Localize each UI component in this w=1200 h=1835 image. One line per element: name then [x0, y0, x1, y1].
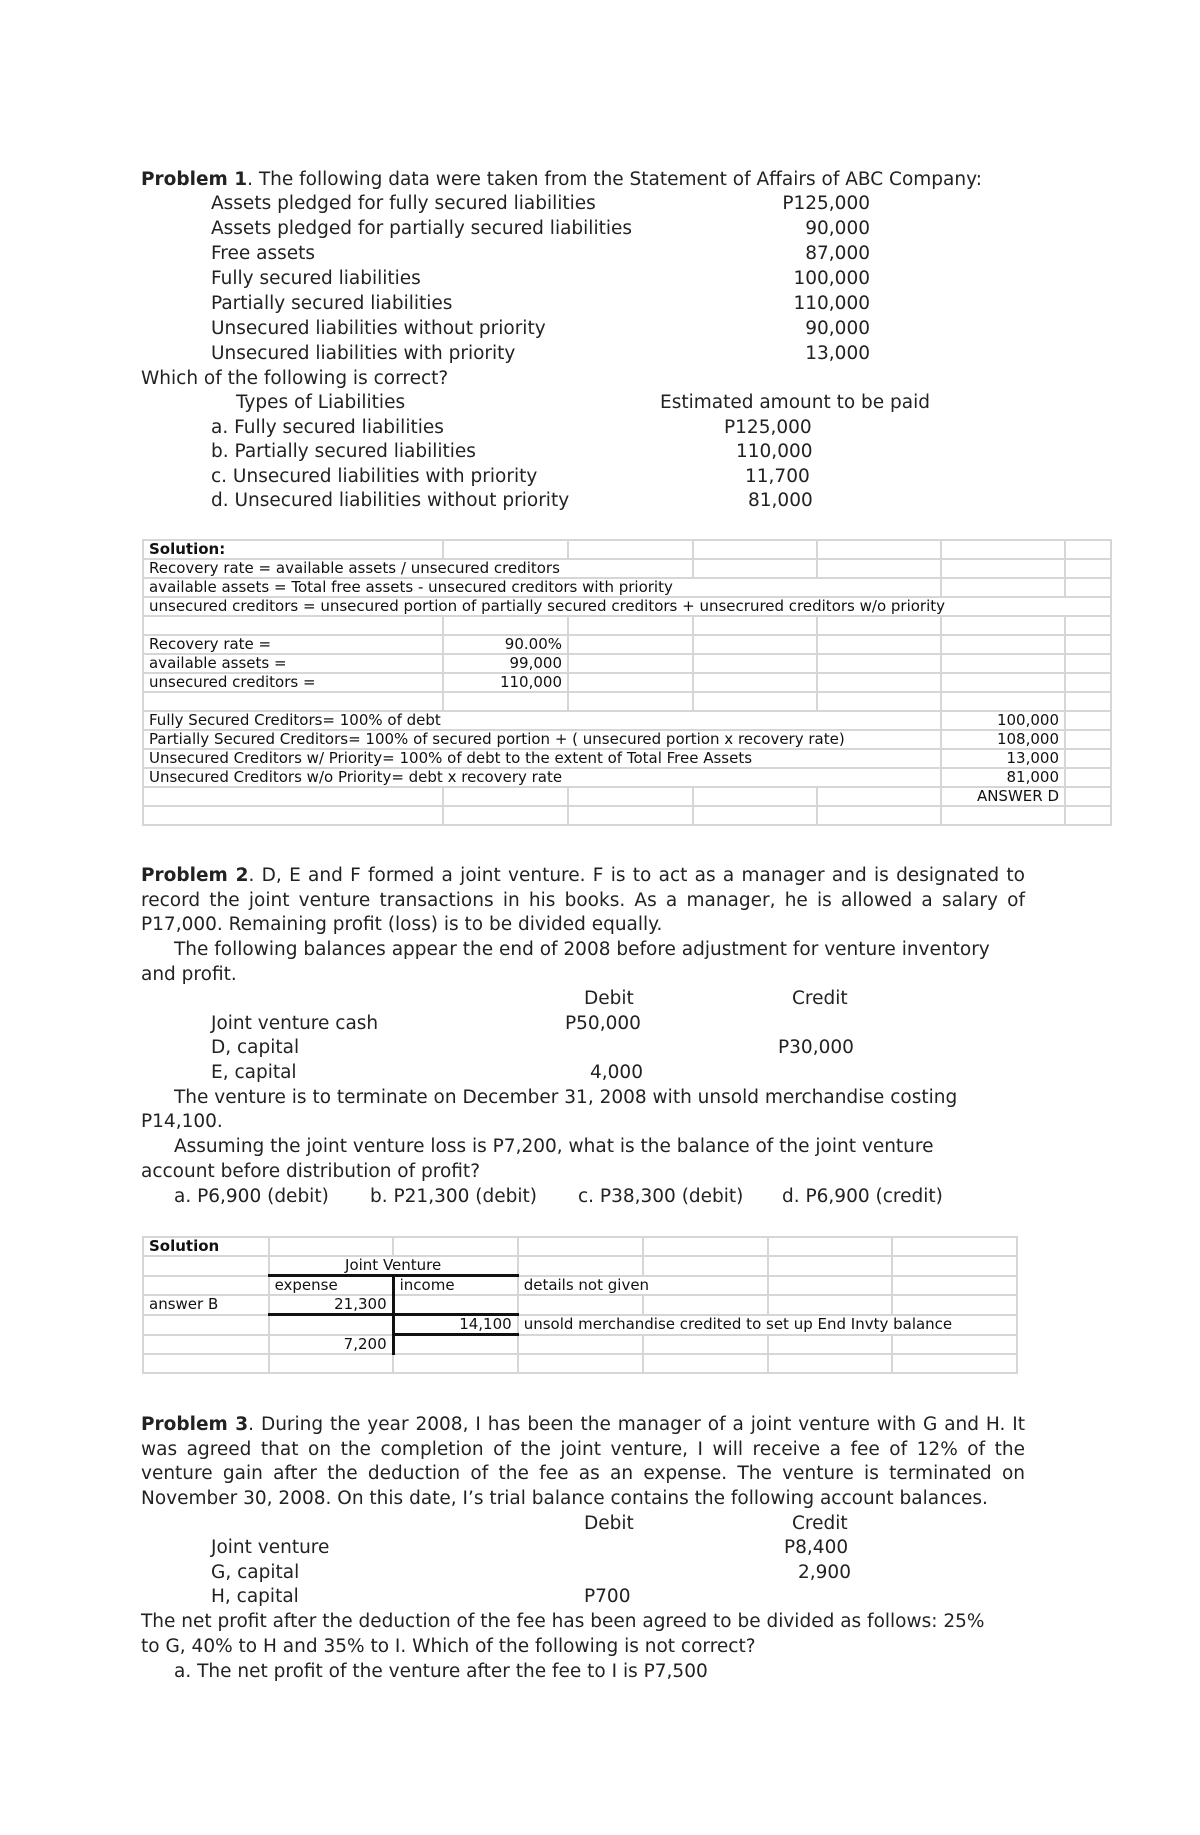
table-row: [143, 559, 1111, 578]
calc-value: 99,000: [443, 654, 568, 673]
table-row: [143, 711, 1111, 730]
problem1-label: Problem 1: [141, 169, 248, 190]
table-row: [143, 635, 1111, 654]
col-header-debit: Debit: [584, 988, 634, 1009]
t-debit-value: 21,300: [269, 1295, 394, 1315]
problem2-para2-line2: and profit.: [141, 964, 237, 985]
problem2-solution-table: [142, 1236, 1018, 1374]
problem2-paragraph: [141, 864, 1025, 938]
table-row: [143, 578, 1111, 597]
data-row-value: 13,000: [805, 343, 870, 364]
table-row: [143, 749, 1111, 768]
table-row: [143, 540, 1111, 559]
result-value: 13,000: [941, 749, 1065, 768]
data-row-value: 100,000: [793, 268, 870, 289]
table-row: [143, 806, 1111, 825]
data-row-label: Assets pledged for partially secured liabilities: [211, 218, 633, 239]
answer-cell: ANSWER D: [941, 787, 1065, 806]
data-row-label: Free assets: [211, 243, 316, 264]
calc-label: available assets =: [143, 654, 443, 673]
calc-value: 90.00%: [443, 635, 568, 654]
table-row: [143, 1276, 1017, 1296]
balance-label: D, capital: [211, 1037, 300, 1058]
choice-label: c. Unsecured liabilities with priority: [211, 466, 538, 487]
problem1-question: Which of the following is correct?: [141, 368, 449, 389]
table-row: [143, 597, 1111, 616]
t-account-right-header: income: [393, 1276, 518, 1296]
table-row: [143, 1335, 1017, 1355]
choice-value: P125,000: [724, 417, 812, 438]
problem2-para3-line1: The venture is to terminate on December 31, 2008 with unsold merchandise costing: [174, 1087, 958, 1108]
problem2-para3-line2: P14,100.: [141, 1111, 223, 1132]
data-row-label: Assets pledged for fully secured liabilities: [211, 193, 596, 214]
solution-title: Solution: [143, 1237, 269, 1256]
table-row: [143, 1256, 1017, 1276]
choice-value: 81,000: [748, 490, 813, 511]
balance-debit: 4,000: [590, 1062, 643, 1083]
col-header-credit: Credit: [792, 1513, 848, 1534]
data-row-value: P125,000: [782, 193, 870, 214]
table-row: [143, 768, 1111, 787]
result-value: 100,000: [941, 711, 1065, 730]
problem1-solution-table: [142, 539, 1112, 826]
t-balance-value: 7,200: [269, 1335, 394, 1355]
t-account-title: Joint Venture: [269, 1256, 518, 1276]
data-row-label: Unsecured liabilities with priority: [211, 343, 516, 364]
table-row: [143, 1295, 1017, 1315]
result-value: 81,000: [941, 768, 1065, 787]
balance-debit: P50,000: [565, 1013, 641, 1034]
calc-value: 110,000: [443, 673, 568, 692]
t-credit-value: 14,100: [393, 1315, 518, 1335]
data-row-value: 90,000: [805, 318, 870, 339]
problem3-choice-a: a. The net profit of the venture after the fee to I is P7,500: [174, 1661, 708, 1682]
table-row: [143, 616, 1111, 635]
table-row: [143, 1237, 1017, 1256]
problem3-label: Problem 3: [141, 1414, 249, 1435]
choice-value: 110,000: [736, 441, 813, 462]
answer-cell: answer B: [143, 1295, 269, 1315]
result-value: 108,000: [941, 730, 1065, 749]
data-row-value: 90,000: [805, 218, 870, 239]
formula-recovery-rate: Recovery rate = available assets / unsecured creditors: [143, 559, 693, 578]
problem3-text: . During the year 2008, I has been the manager of a joint venture with G and H. It was agreed that on the completion of the joint venture, I will receive a fee of 12% of the venture gain after the deduction of the fee as an expense. The venture is terminated on November 30, 2008. On this date, I’s trial balance contains the following account balances.: [141, 1414, 1025, 1509]
result-label: Fully Secured Creditors= 100% of debt: [143, 711, 941, 730]
balance-credit: P30,000: [778, 1037, 854, 1058]
data-row-label: Unsecured liabilities without priority: [211, 318, 546, 339]
data-row-value: 87,000: [805, 243, 870, 264]
formula-unsecured-creditors: unsecured creditors = unsecured portion of partially secured creditors + unsecrured creditors w/o priority: [143, 597, 1111, 616]
problem1-heading: [141, 168, 982, 192]
problem1-intro: . The following data were taken from the Statement of Affairs of ABC Company:: [247, 169, 982, 190]
choice-option: c. P38,300 (debit): [578, 1186, 744, 1207]
note-details: details not given: [518, 1276, 768, 1296]
table-row: [143, 1315, 1017, 1335]
balance-label: E, capital: [211, 1062, 297, 1083]
table-row: [143, 1354, 1017, 1373]
result-label: Unsecured Creditors w/ Priority= 100% of debt to the extent of Total Free Assets: [143, 749, 941, 768]
choices-header-type: Types of Liabilities: [236, 392, 406, 413]
data-row-label: Fully secured liabilities: [211, 268, 421, 289]
col-header-credit: Credit: [792, 988, 848, 1009]
choice-label: b. Partially secured liabilities: [211, 441, 476, 462]
balance-label: Joint venture cash: [211, 1013, 379, 1034]
choice-label: a. Fully secured liabilities: [211, 417, 444, 438]
problem2-text: . D, E and F formed a joint venture. F is to act as a manager and is designated to record the joint venture transactions in his books. As a manager, he is allowed a salary of P17,000. Remaining profit (loss) is to be divided equally.: [141, 865, 1025, 935]
problem2-label: Problem 2: [141, 865, 249, 886]
result-label: Partially Secured Creditors= 100% of secured portion + ( unsecured portion x recovery rate): [143, 730, 941, 749]
problem3-paragraph: [141, 1413, 1025, 1511]
table-row: [143, 787, 1111, 806]
choice-option: a. P6,900 (debit): [174, 1186, 329, 1207]
result-label: Unsecured Creditors w/o Priority= debt x recovery rate: [143, 768, 941, 787]
table-row: [143, 730, 1111, 749]
problem2-para4-line2: account before distribution of profit?: [141, 1161, 481, 1182]
data-row-value: 110,000: [793, 293, 870, 314]
choices-header-amount: Estimated amount to be paid: [660, 392, 931, 413]
balance-debit: P700: [584, 1586, 631, 1607]
table-row: [143, 673, 1111, 692]
balance-label: H, capital: [211, 1586, 299, 1607]
problem2-para4-line1: Assuming the joint venture loss is P7,200, what is the balance of the joint venture: [174, 1136, 934, 1157]
col-header-debit: Debit: [584, 1513, 634, 1534]
problem2-para2-line1: The following balances appear the end of 2008 before adjustment for venture inventory: [174, 939, 990, 960]
t-account-left-header: expense: [269, 1276, 394, 1296]
table-row: [143, 692, 1111, 711]
balance-label: G, capital: [211, 1562, 300, 1583]
calc-label: unsecured creditors =: [143, 673, 443, 692]
choice-value: 11,700: [745, 466, 810, 487]
balance-label: Joint venture: [211, 1537, 330, 1558]
solution-title: Solution:: [143, 540, 443, 559]
balance-credit: 2,900: [798, 1562, 851, 1583]
balance-credit: P8,400: [784, 1537, 849, 1558]
formula-available-assets: available assets = Total free assets - unsecured creditors with priority: [143, 578, 941, 597]
calc-label: Recovery rate =: [143, 635, 443, 654]
table-row: [143, 654, 1111, 673]
problem3-para2-line1: The net profit after the deduction of the fee has been agreed to be divided as follows: 25%: [141, 1611, 985, 1632]
data-row-label: Partially secured liabilities: [211, 293, 453, 314]
note-unsold-merchandise: unsold merchandise credited to set up End Invty balance: [518, 1315, 1017, 1335]
problem3-para2-line2: to G, 40% to H and 35% to I. Which of the following is not correct?: [141, 1636, 756, 1657]
choice-label: d. Unsecured liabilities without priority: [211, 490, 570, 511]
choice-option: d. P6,900 (credit): [782, 1186, 943, 1207]
choice-option: b. P21,300 (debit): [370, 1186, 537, 1207]
